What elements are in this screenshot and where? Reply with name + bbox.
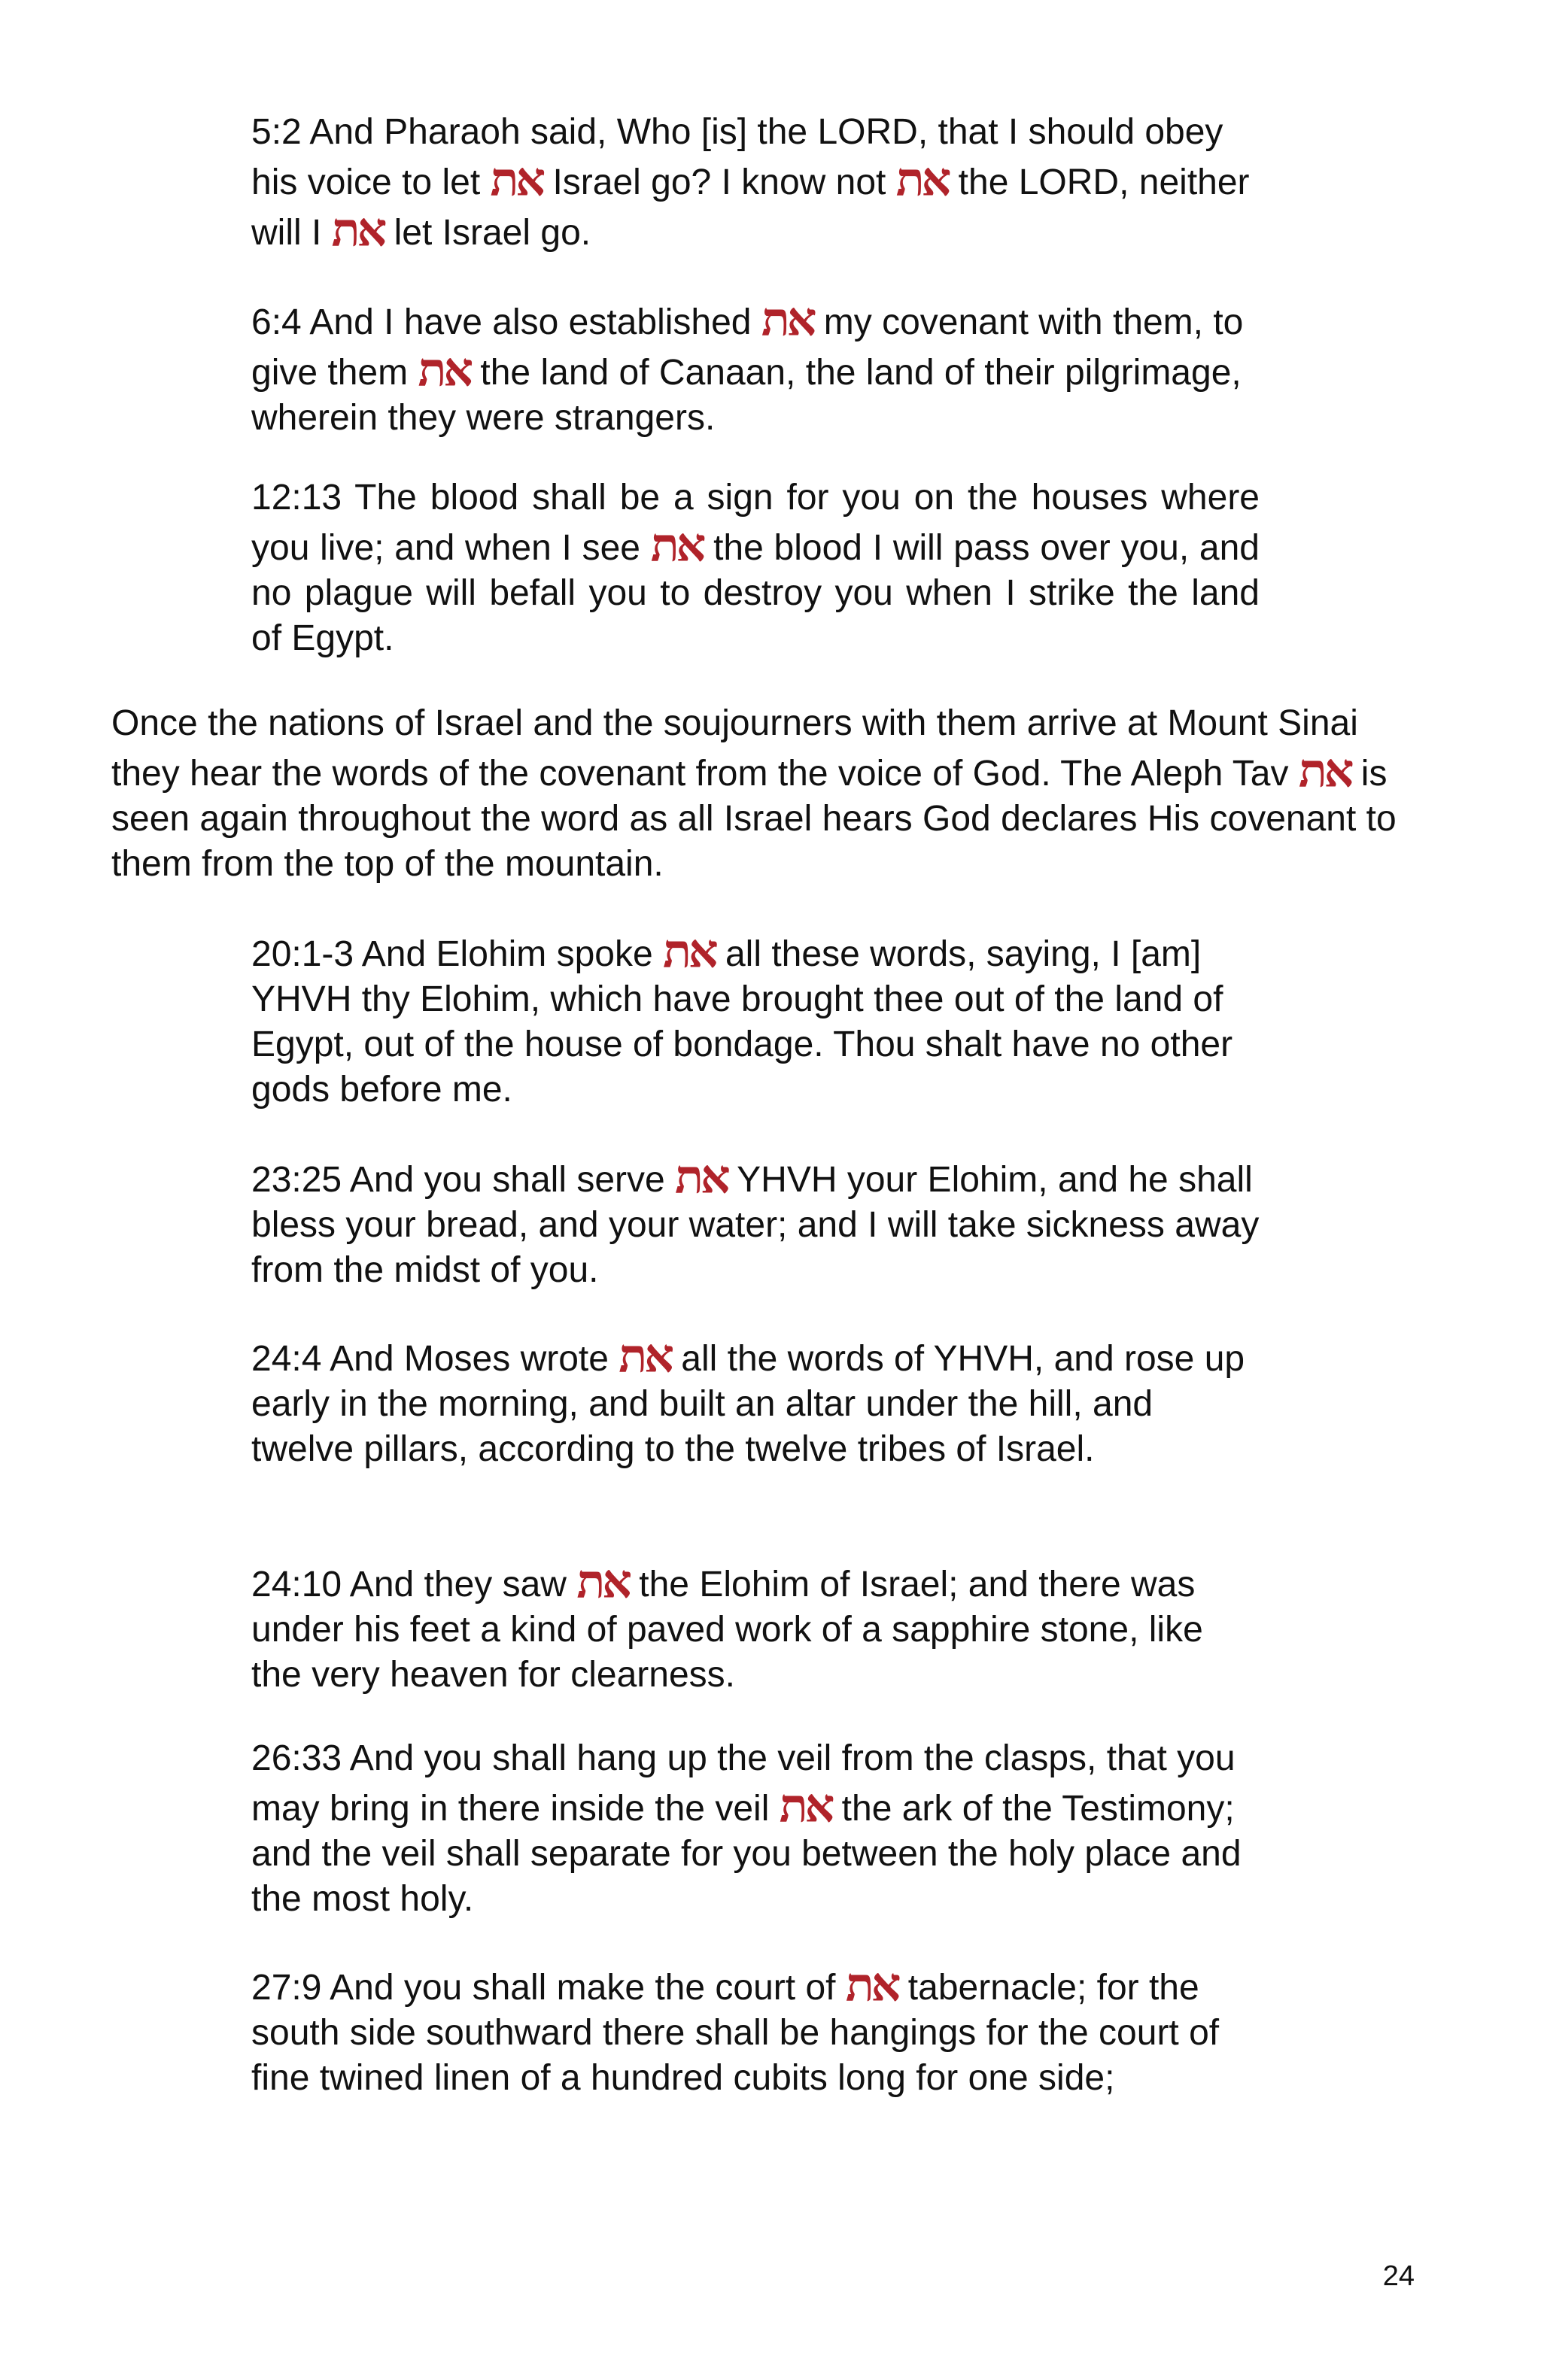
aleph-tav-glyph: את [779,1778,832,1833]
verse-text: tabernacle; for the south side southward there shall be hangings for the court of fine twined linen of a hundred cubits long for one side; [251,1968,1220,2098]
aleph-tav-glyph: את [331,202,384,257]
verse-text: YHVH your Elohim, and he shall bless your bread, and your water; and I will take sickness away from the midst of you. [251,1160,1260,1290]
aleph-tav-glyph: את [845,1957,898,2012]
aleph-tav-glyph: את [650,518,704,572]
aleph-tav-glyph: את [418,342,471,397]
verse-23-25 [251,1149,1260,1293]
verse-text: 27:9 And you shall make the court of [251,1968,846,2008]
verse-text: 24:4 And Moses wrote [251,1339,619,1379]
verse-text: the blood I will pass over you, and no plague will befall you to destroy you when I strike the land of Egypt. [251,528,1260,658]
page-number: 24 [1382,2260,1415,2292]
verse-27-9 [251,1957,1260,2101]
verse-text: 24:10 And they saw [251,1565,577,1604]
aleph-tav-glyph: את [675,1149,728,1204]
verse-12-13 [251,475,1260,661]
verse-text: 26:33 And you shall hang up the veil from the clasps, that you may bring in there inside the veil [251,1738,1236,1829]
verse-text: all the words of YHVH, and rose up early in the morning, and built an altar under the hill, and twelve pillars, according to the twelve tribes of Israel. [251,1339,1245,1469]
verse-text: the Elohim of Israel; and there was under his feet a kind of paved work of a sapphire stone, like the very heaven for clearness. [251,1565,1203,1695]
verse-text: 5:2 And Pharaoh said, Who [is] the LORD, that I should obey his voice to let [251,112,1223,202]
aleph-tav-glyph: את [1298,743,1351,798]
aleph-tav-glyph: את [576,1554,629,1609]
narrative-text: Once the nations of Israel and the soujourners with them arrive at Mount Sinai they hear the words of the covenant from the voice of God. The Aleph Tav [111,703,1358,794]
verse-text: my covenant with them, to give them [251,302,1244,393]
narrative-text: is seen again throughout the word as all Israel hears God declares His covenant to them from the top of the mountain. [111,754,1397,884]
aleph-tav-glyph: את [490,152,543,207]
verse-text: all these words, saying, I [am] YHVH thy Elohim, which have brought thee out of the land of Egypt, out of the house of bondage. Thou shalt have no other gods before me. [251,934,1233,1110]
verse-text: the ark of the Testimony; and the veil shall separate for you between the holy place and the most holy. [251,1789,1242,1919]
narrative-paragraph [111,701,1413,887]
verse-text: let Israel go. [384,213,591,253]
aleph-tav-glyph: את [761,292,814,347]
verse-5-2 [251,110,1260,256]
verse-24-10 [251,1554,1260,1698]
verse-24-4 [251,1328,1260,1472]
verse-text: 20:1-3 And Elohim spoke [251,934,664,974]
aleph-tav-glyph: את [619,1328,671,1383]
verse-text: the LORD, neither will I [251,162,1250,253]
aleph-tav-glyph: את [895,152,949,207]
verse-text: 12:13 The blood shall be a sign for you on the houses where you live; and when I see [251,478,1260,568]
verse-text: 6:4 And I have also established [251,302,761,342]
verse-26-33 [251,1736,1260,1922]
verse-text: 23:25 And you shall serve [251,1160,676,1200]
verse-text: Israel go? I know not [543,162,896,202]
verse-20-1-3 [251,924,1260,1113]
verse-text: the land of Canaan, the land of their pilgrimage, wherein they were strangers. [251,353,1242,438]
aleph-tav-glyph: את [663,924,716,979]
verse-6-4 [251,292,1260,441]
